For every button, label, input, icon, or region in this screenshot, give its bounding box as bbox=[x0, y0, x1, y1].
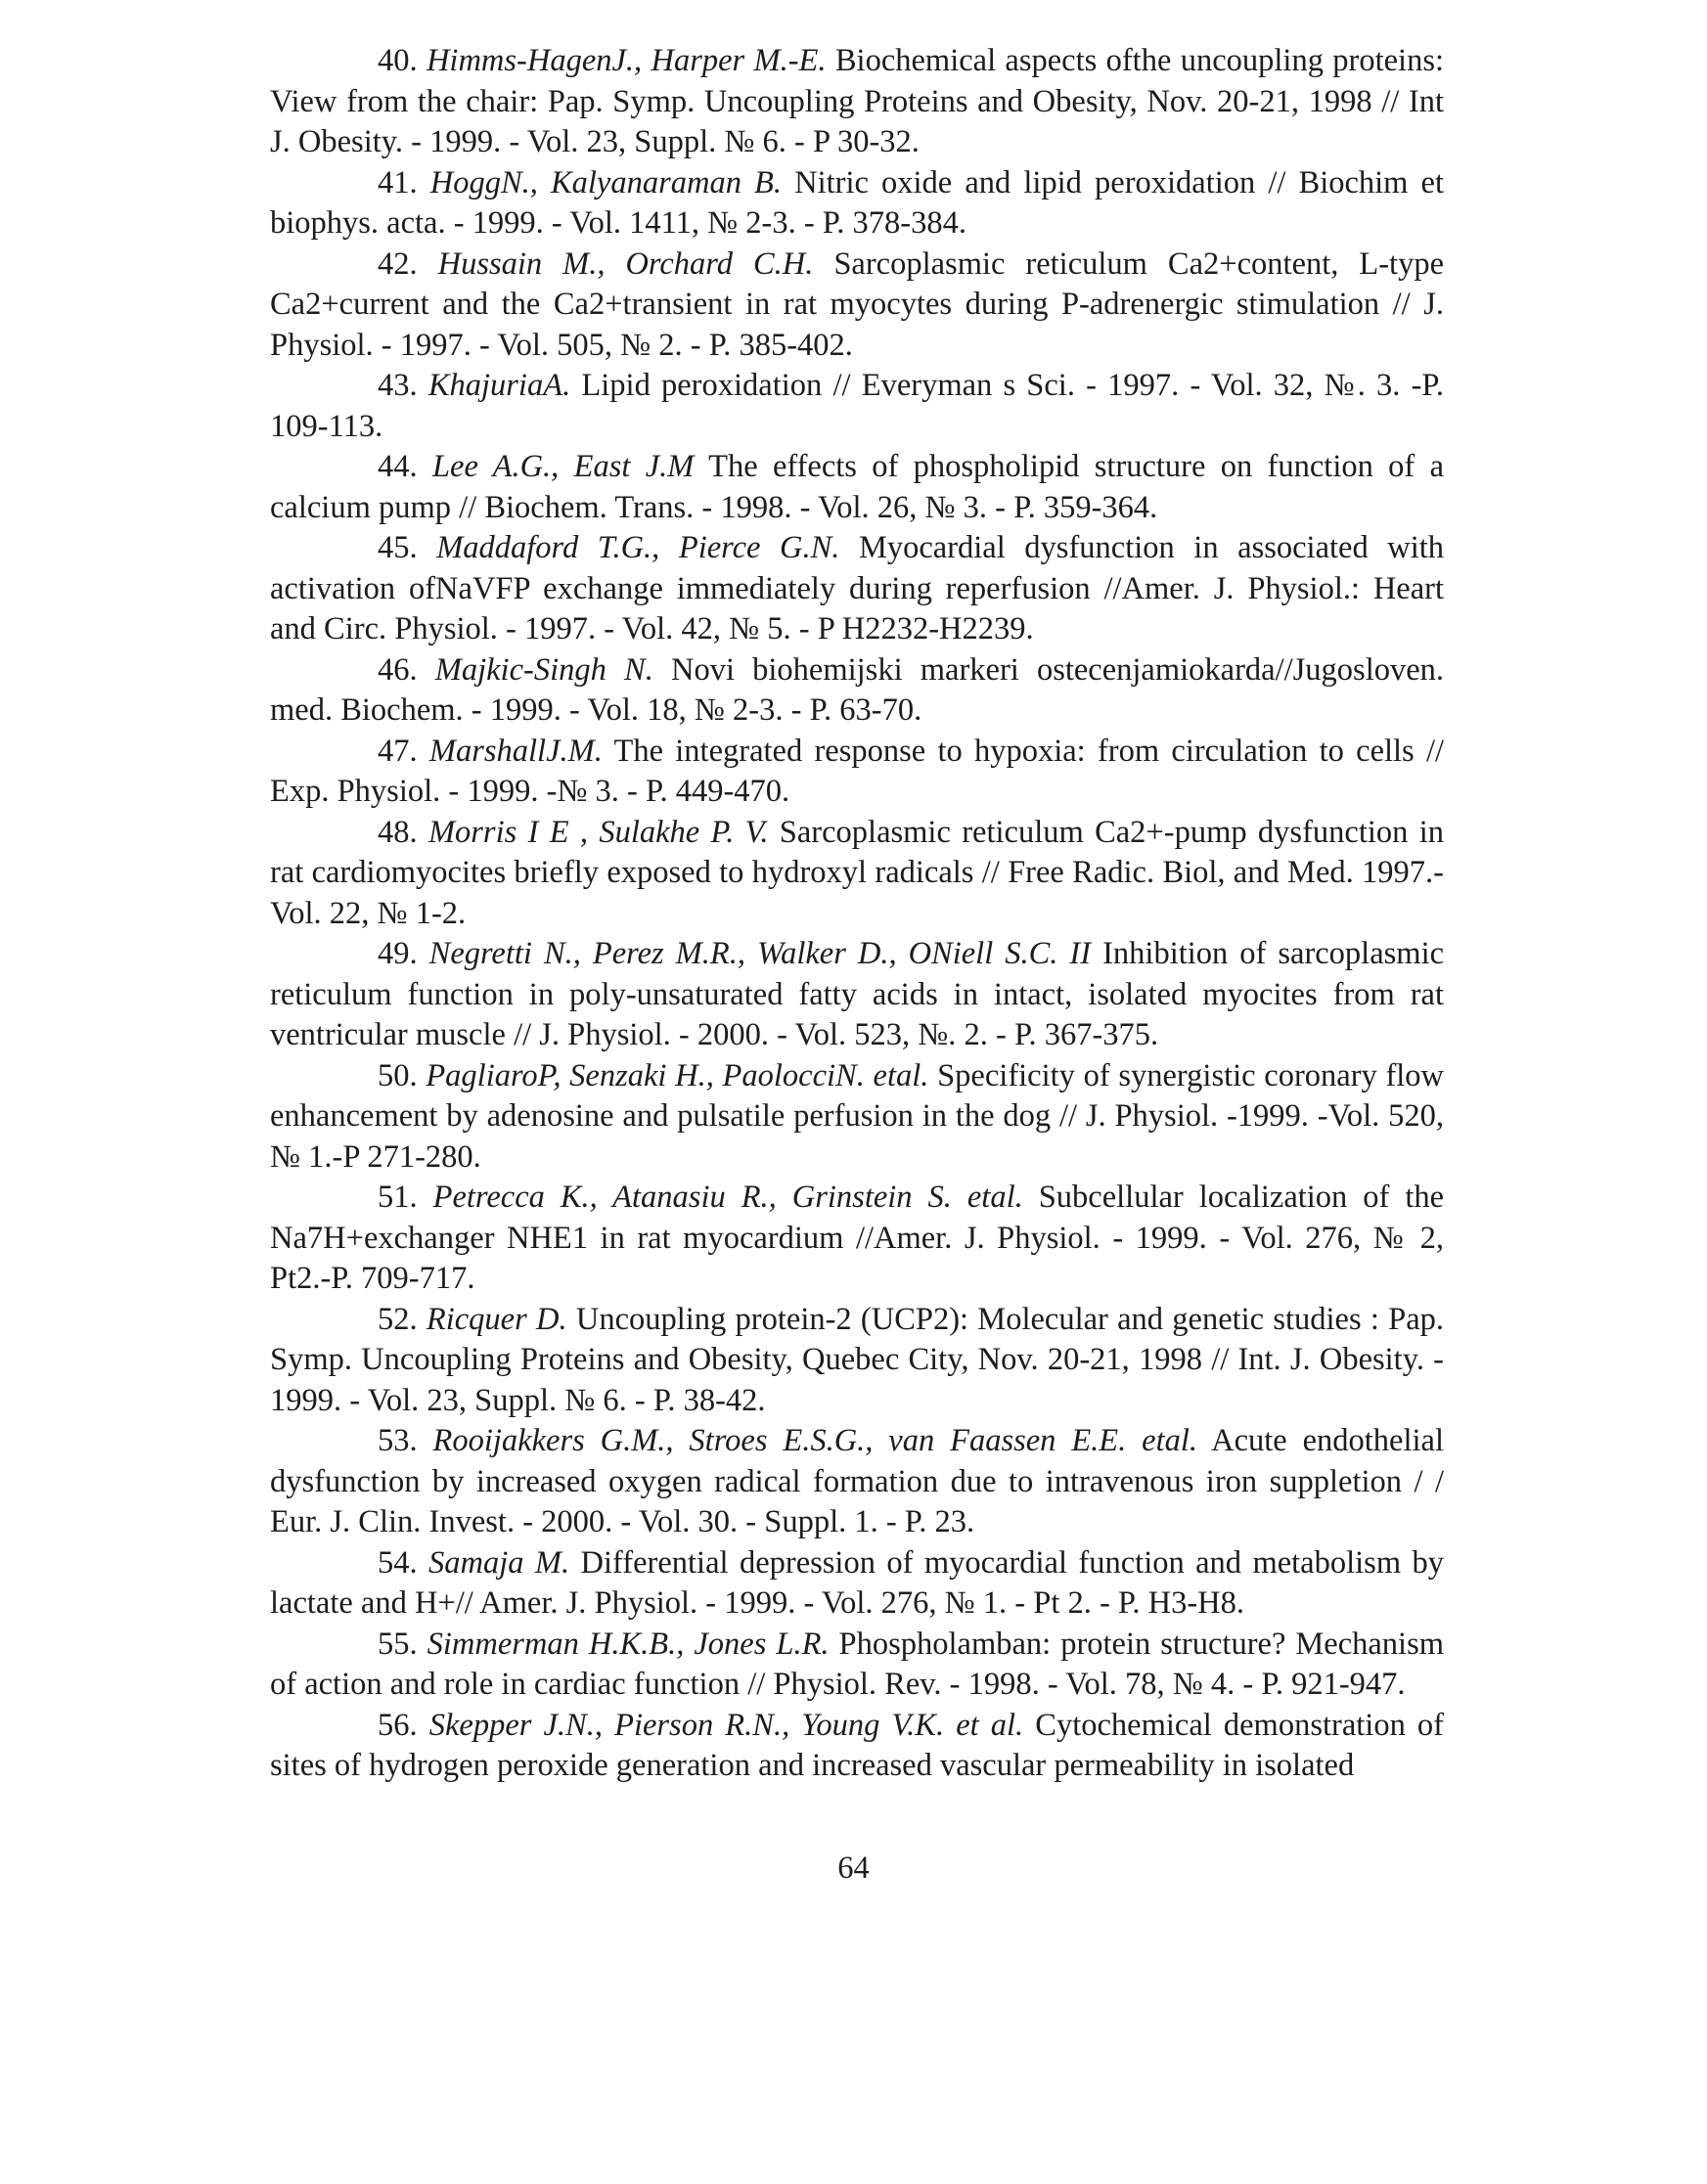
reference-authors: Rooijakkers G.M., Stroes E.S.G., van Faassen E.E. etal. bbox=[432, 1423, 1198, 1458]
page-number: 64 bbox=[837, 1850, 870, 1886]
reference-authors: Lee A.G., East J.M bbox=[431, 449, 695, 484]
reference-item: 54. Samaja M. Differential depression of myocardial function and metabolism by lactate and H+// Amer. J. Physiol. - 1999. - Vol. 276, № 1. - Pt 2. - P. H3-H8. bbox=[270, 1544, 1444, 1621]
reference-authors: Himms-HagenJ., Harper M.-E. bbox=[426, 43, 827, 78]
reference-item: 52. Ricquer D. Uncoupling protein-2 (UCP2): Molecular and genetic studies : Pap. Symp. Uncoupling Proteins and Obesity, Quebec City, Nov. 20-21, 1998 // Int. J. Obesity. - 1999. - Vol. 23, Suppl. № 6. - P. 38-42. bbox=[270, 1301, 1445, 1418]
reference-list bbox=[270, 41, 1444, 1787]
reference-authors: Negretti N., Perez M.R., Walker D., ONiell S.C. II bbox=[428, 936, 1092, 971]
reference-text: Acute endothelial dysfunction by increased oxygen radical formation due to intravenous iron suppletion / / Eur. J. Clin. Invest. - 2000. - Vol. 30. - Suppl. 1. - P. 23. bbox=[270, 1423, 1444, 1539]
reference-item: 50. PagliaroP, Senzaki H., PaolocciN. etal. Specificity of synergistic coronary flow enhancement by adenosine and pulsatile perfusion in the dog // J. Physiol. -1999. -Vol. 520, № 1.-P 271-280. bbox=[270, 1057, 1445, 1175]
reference-authors: Ricquer D. bbox=[426, 1301, 567, 1337]
reference-text: Novi biohemijski markeri ostecenjamiokarda//Jugosloven. med. Biochem. - 1999. - Vol. 18, № 2-3. - P. 63-70. bbox=[270, 651, 1445, 728]
reference-item: 49. Negretti N., Perez M.R., Walker D., ONiell S.C. II Inhibition of sarcoplasmic reticulum function in poly-unsaturated fatty acids in intact, isolated myocites from rat ventricular muscle // J. Physiol. - 2000. - Vol. 523, №. 2. - P. 367-375. bbox=[270, 936, 1445, 1052]
reference-text: Biochemical aspects ofthe uncoupling proteins: View from the chair: Pap. Symp. Uncoupling Proteins and Obesity, Nov. 20-21, 1998 // Int J. Obesity. - 1999. - Vol. 23, Suppl. № 6. - P 30-32. bbox=[270, 43, 1445, 159]
reference-text: The effects of phospholipid structure on function of a calcium pump // Biochem. Trans. - 1998. - Vol. 26, № 3. - P. 359-364. bbox=[270, 449, 1444, 525]
reference-authors: Morris I E , Sulakhe P. V. bbox=[427, 814, 769, 850]
reference-item: 53. Rooijakkers G.M., Stroes E.S.G., van Faassen E.E. etal. Acute endothelial dysfunction by increased oxygen radical formation due to intravenous iron suppletion / / Eur. J. Clin. Invest. - 2000. - Vol. 30. - Suppl. 1. - P. 23. bbox=[270, 1423, 1444, 1539]
reference-authors: Petrecca K., Atanasiu R., Grinstein S. etal. bbox=[432, 1180, 1023, 1215]
reference-authors: Samaja M. bbox=[428, 1544, 570, 1581]
reference-item: 40. Himms-HagenJ., Harper M.-E. Biochemical aspects ofthe uncoupling proteins: View from the chair: Pap. Symp. Uncoupling Proteins and Obesity, Nov. 20-21, 1998 // Int J. Obesity. - 1999. - Vol. 23, Suppl. № 6. - P 30-32. bbox=[270, 43, 1445, 159]
reference-authors: Majkic-Singh N. bbox=[434, 651, 653, 688]
reference-authors: Skepper J.N., Pierson R.N., Young V.K. et al. bbox=[428, 1707, 1024, 1743]
reference-text: Sarcoplasmic reticulum Ca2+content, L-type Ca2+current and the Ca2+transient in rat myocytes during P-adrenergic stimulation // J. Physiol. - 1997. - Vol. 505, № 2. - P. 385-402. bbox=[270, 245, 1445, 363]
reference-item: 51. Petrecca K., Atanasiu R., Grinstein S. etal. Subcellular localization of the Na7H+exchanger NHE1 in rat myocardium //Amer. J. Physiol. - 1999. - Vol. 276, № 2, Pt2.-P. 709-717. bbox=[270, 1180, 1445, 1296]
reference-text: Myocardial dysfunction in associated with activation ofNaVFP exchange immediately during reperfusion //Amer. J. Physiol.: Heart and Circ. Physiol. - 1997. - Vol. 42, № 5. - P H2232-H2239. bbox=[270, 530, 1445, 646]
reference-authors: Hussain M., Orchard C.H. bbox=[437, 245, 814, 282]
reference-item: 56. Skepper J.N., Pierson R.N., Young V.K. et al. Cytochemical demonstration of sites of hydrogen peroxide generation and increased vascular permeability in isolated bbox=[270, 1707, 1444, 1783]
reference-text: Uncoupling protein-2 (UCP2): Molecular and genetic studies : Pap. Symp. Uncoupling Proteins and Obesity, Quebec City, Nov. 20-21, 1998 // Int. J. Obesity. - 1999. - Vol. 23, Suppl. № 6. - P. 38-42. bbox=[270, 1301, 1445, 1418]
reference-authors: Maddaford T.G., Pierce G.N. bbox=[436, 530, 840, 565]
reference-authors: HoggN., Kalyanaraman B. bbox=[429, 164, 783, 201]
reference-text: Cytochemical demonstration of sites of hydrogen peroxide generation and increased vascular permeability in isolated bbox=[270, 1707, 1444, 1783]
reference-item: 47. MarshallJ.M. The integrated response to hypoxia: from circulation to cells // Exp. Physiol. - 1999. -№ 3. - P. 449-470. bbox=[270, 733, 1445, 809]
reference-item: 45. Maddaford T.G., Pierce G.N. Myocardial dysfunction in associated with activation ofNaVFP exchange immediately during reperfusion //Amer. J. Physiol.: Heart and Circ. Physiol. - 1997. - Vol. 42, № 5. - P H2232-H2239. bbox=[270, 530, 1445, 646]
reference-text: The integrated response to hypoxia: from circulation to cells // Exp. Physiol. - 1999. -№ 3. - P. 449-470. bbox=[270, 733, 1445, 809]
reference-item: 44. Lee A.G., East J.M The effects of phospholipid structure on function of a calcium pump // Biochem. Trans. - 1998. - Vol. 26, № 3. - P. 359-364. bbox=[270, 449, 1444, 525]
reference-text: Specificity of synergistic coronary flow enhancement by adenosine and pulsatile perfusion in the dog // J. Physiol. -1999. -Vol. 520, № 1.-P 271-280. bbox=[270, 1057, 1445, 1175]
reference-item: 43. KhajuriaA. Lipid peroxidation // Everyman s Sci. - 1997. - Vol. 32, №. 3. -P. 109-113. bbox=[270, 368, 1445, 444]
reference-item: 46. Majkic-Singh N. Novi biohemijski markeri ostecenjamiokarda//Jugosloven. med. Biochem. - 1999. - Vol. 18, № 2-3. - P. 63-70. bbox=[270, 651, 1445, 728]
reference-authors: PagliaroP, Senzaki H., PaolocciN. etal. bbox=[426, 1057, 929, 1093]
reference-item: 48. Morris I E , Sulakhe P. V. Sarcoplasmic reticulum Ca2+-pump dysfunction in rat cardiomyocites briefly exposed to hydroxyl radicals // Free Radic. Biol, and Med. 1997.-Vol. 22, № 1-2. bbox=[270, 814, 1444, 931]
reference-authors: MarshallJ.M. bbox=[428, 733, 603, 769]
reference-item: 41. HoggN., Kalyanaraman B. Nitric oxide and lipid peroxidation // Biochim et biophys. acta. - 1999. - Vol. 1411, № 2-3. - P. 378-384. bbox=[270, 164, 1445, 241]
reference-item: 42. Hussain M., Orchard C.H. Sarcoplasmic reticulum Ca2+content, L-type Ca2+current and the Ca2+transient in rat myocytes during P-adrenergic stimulation // J. Physiol. - 1997. - Vol. 505, № 2. - P. 385-402. bbox=[270, 245, 1445, 363]
reference-text: Sarcoplasmic reticulum Ca2+-pump dysfunction in rat cardiomyocites briefly exposed to hydroxyl radicals // Free Radic. Biol, and Med. 1997.-Vol. 22, № 1-2. bbox=[270, 814, 1444, 931]
reference-text: Subcellular localization of the Na7H+exchanger NHE1 in rat myocardium //Amer. J. Physiol. - 1999. - Vol. 276, № 2, Pt2.-P. 709-717. bbox=[270, 1180, 1445, 1296]
reference-item: 55. Simmerman H.K.B., Jones L.R. Phospholamban: protein structure? Mechanism of action and role in cardiac function // Physiol. Rev. - 1998. - Vol. 78, № 4. - P. 921-947. bbox=[270, 1626, 1444, 1702]
reference-authors: KhajuriaA. bbox=[427, 368, 571, 403]
reference-text: Inhibition of sarcoplasmic reticulum function in poly-unsaturated fatty acids in intact, isolated myocites from rat ventricular muscle // J. Physiol. - 2000. - Vol. 523, №. 2. - P. 367-375. bbox=[270, 936, 1445, 1052]
reference-text: Differential depression of myocardial function and metabolism by lactate and H+// Amer. J. Physiol. - 1999. - Vol. 276, № 1. - Pt 2. - P. H3-H8. bbox=[270, 1544, 1444, 1621]
reference-text: Phospholamban: protein structure? Mechanism of action and role in cardiac function // Physiol. Rev. - 1998. - Vol. 78, № 4. - P. 921-947. bbox=[270, 1626, 1444, 1702]
reference-text: Nitric oxide and lipid peroxidation // Biochim et biophys. acta. - 1999. - Vol. 1411, № 2-3. - P. 378-384. bbox=[270, 164, 1445, 241]
reference-authors: Simmerman H.K.B., Jones L.R. bbox=[427, 1626, 830, 1662]
reference-text: Lipid peroxidation // Everyman s Sci. - 1997. - Vol. 32, №. 3. -P. 109-113. bbox=[270, 368, 1445, 444]
